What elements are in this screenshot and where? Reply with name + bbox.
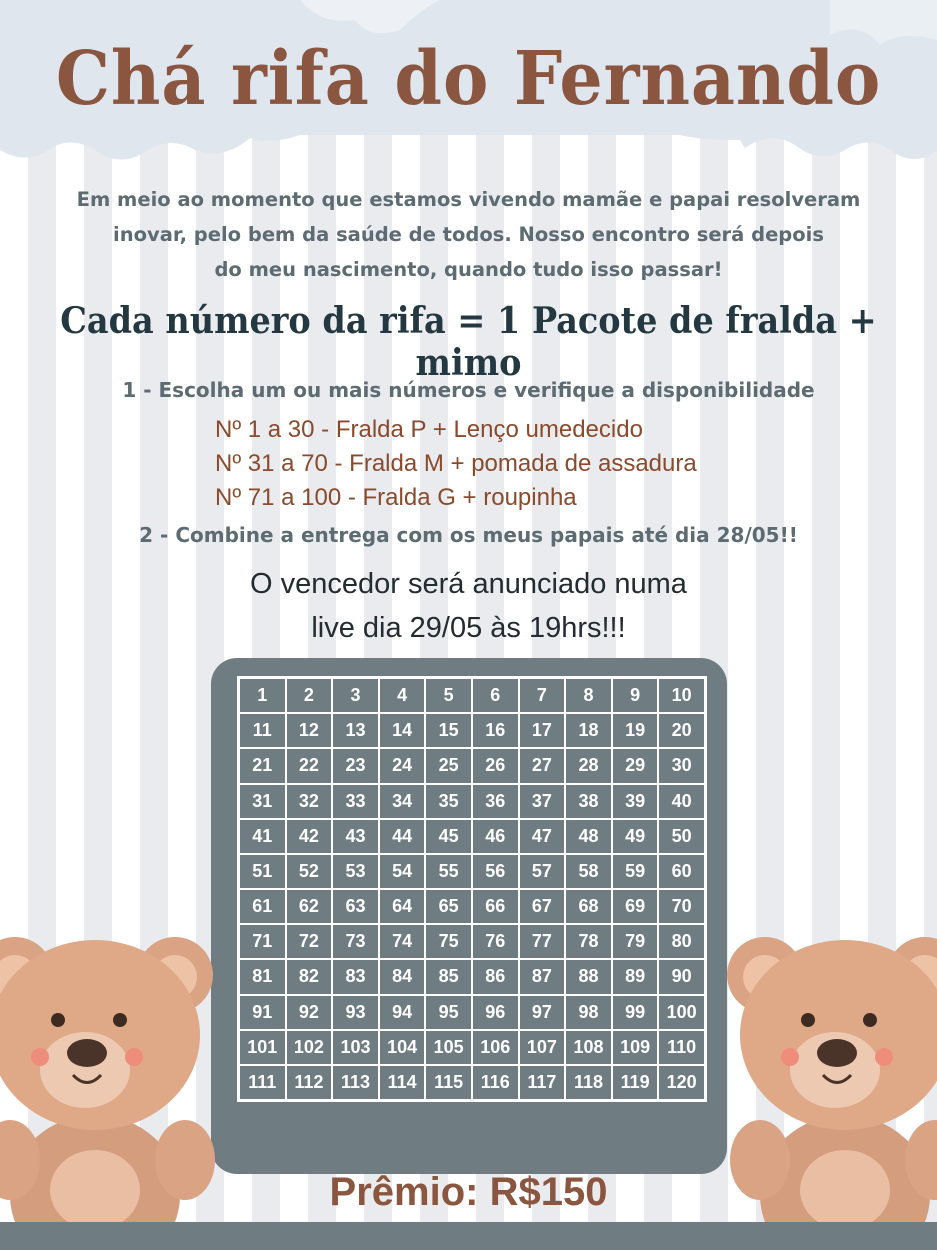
- raffle-number-35: 35: [425, 784, 472, 819]
- raffle-number-83: 83: [332, 959, 379, 994]
- raffle-number-110: 110: [658, 1030, 705, 1065]
- raffle-number-42: 42: [286, 819, 333, 854]
- raffle-number-47: 47: [519, 819, 566, 854]
- raffle-number-59: 59: [612, 854, 659, 889]
- intro-line: Em meio ao momento que estamos vivendo mamãe e papai resolveram: [76, 188, 861, 211]
- raffle-number-53: 53: [332, 854, 379, 889]
- raffle-number-3: 3: [332, 678, 379, 713]
- raffle-number-38: 38: [565, 784, 612, 819]
- intro-text: [30, 182, 907, 287]
- raffle-number-70: 70: [658, 889, 705, 924]
- raffle-number-87: 87: [519, 959, 566, 994]
- raffle-number-119: 119: [612, 1065, 659, 1100]
- raffle-number-18: 18: [565, 713, 612, 748]
- prize-amount: Prêmio: R$150: [329, 1170, 608, 1214]
- raffle-number-57: 57: [519, 854, 566, 889]
- raffle-number-5: 5: [425, 678, 472, 713]
- raffle-number-99: 99: [612, 995, 659, 1030]
- raffle-number-78: 78: [565, 924, 612, 959]
- raffle-number-96: 96: [472, 995, 519, 1030]
- raffle-number-44: 44: [379, 819, 426, 854]
- raffle-number-15: 15: [425, 713, 472, 748]
- prize-range-2: Nº 31 a 70 - Fralda M + pomada de assadura: [215, 450, 697, 477]
- raffle-number-10: 10: [658, 678, 705, 713]
- raffle-number-4: 4: [379, 678, 426, 713]
- raffle-number-91: 91: [239, 995, 286, 1030]
- raffle-number-20: 20: [658, 713, 705, 748]
- raffle-number-34: 34: [379, 784, 426, 819]
- raffle-number-90: 90: [658, 959, 705, 994]
- raffle-number-61: 61: [239, 889, 286, 924]
- raffle-number-56: 56: [472, 854, 519, 889]
- raffle-number-82: 82: [286, 959, 333, 994]
- raffle-number-100: 100: [658, 995, 705, 1030]
- raffle-number-8: 8: [565, 678, 612, 713]
- raffle-number-46: 46: [472, 819, 519, 854]
- raffle-number-80: 80: [658, 924, 705, 959]
- raffle-number-40: 40: [658, 784, 705, 819]
- raffle-number-105: 105: [425, 1030, 472, 1065]
- raffle-number-102: 102: [286, 1030, 333, 1065]
- raffle-number-88: 88: [565, 959, 612, 994]
- raffle-number-7: 7: [519, 678, 566, 713]
- raffle-number-120: 120: [658, 1065, 705, 1100]
- raffle-number-6: 6: [472, 678, 519, 713]
- raffle-number-107: 107: [519, 1030, 566, 1065]
- raffle-number-95: 95: [425, 995, 472, 1030]
- raffle-number-89: 89: [612, 959, 659, 994]
- raffle-number-49: 49: [612, 819, 659, 854]
- raffle-number-23: 23: [332, 748, 379, 783]
- raffle-number-32: 32: [286, 784, 333, 819]
- raffle-number-92: 92: [286, 995, 333, 1030]
- intro-line: do meu nascimento, quando tudo isso passar!: [214, 258, 723, 281]
- raffle-number-31: 31: [239, 784, 286, 819]
- raffle-number-45: 45: [425, 819, 472, 854]
- step-one: 1 - Escolha um ou mais números e verifique a disponibilidade: [122, 378, 815, 402]
- raffle-number-19: 19: [612, 713, 659, 748]
- raffle-number-51: 51: [239, 854, 286, 889]
- raffle-number-37: 37: [519, 784, 566, 819]
- raffle-number-116: 116: [472, 1065, 519, 1100]
- announce-line-1: O vencedor será anunciado numa: [250, 568, 687, 600]
- raffle-number-72: 72: [286, 924, 333, 959]
- raffle-number-69: 69: [612, 889, 659, 924]
- raffle-number-11: 11: [239, 713, 286, 748]
- announce-line-2: live dia 29/05 às 19hrs!!!: [311, 612, 626, 644]
- raffle-number-9: 9: [612, 678, 659, 713]
- raffle-number-97: 97: [519, 995, 566, 1030]
- raffle-number-16: 16: [472, 713, 519, 748]
- raffle-number-60: 60: [658, 854, 705, 889]
- raffle-number-30: 30: [658, 748, 705, 783]
- raffle-number-76: 76: [472, 924, 519, 959]
- raffle-number-93: 93: [332, 995, 379, 1030]
- raffle-number-75: 75: [425, 924, 472, 959]
- raffle-number-54: 54: [379, 854, 426, 889]
- raffle-number-55: 55: [425, 854, 472, 889]
- raffle-number-68: 68: [565, 889, 612, 924]
- raffle-number-48: 48: [565, 819, 612, 854]
- raffle-number-62: 62: [286, 889, 333, 924]
- raffle-number-81: 81: [239, 959, 286, 994]
- raffle-number-65: 65: [425, 889, 472, 924]
- raffle-headline: Cada número da rifa = 1 Pacote de fralda + mimo: [60, 300, 877, 384]
- raffle-number-114: 114: [379, 1065, 426, 1100]
- raffle-number-86: 86: [472, 959, 519, 994]
- raffle-number-66: 66: [472, 889, 519, 924]
- raffle-number-64: 64: [379, 889, 426, 924]
- raffle-number-74: 74: [379, 924, 426, 959]
- raffle-number-118: 118: [565, 1065, 612, 1100]
- raffle-number-41: 41: [239, 819, 286, 854]
- raffle-number-101: 101: [239, 1030, 286, 1065]
- raffle-number-94: 94: [379, 995, 426, 1030]
- raffle-number-73: 73: [332, 924, 379, 959]
- number-grid: [237, 676, 707, 1102]
- raffle-number-29: 29: [612, 748, 659, 783]
- raffle-number-1: 1: [239, 678, 286, 713]
- step-two: 2 - Combine a entrega com os meus papais até dia 28/05!!: [139, 523, 798, 547]
- raffle-number-108: 108: [565, 1030, 612, 1065]
- page-title: Chá rifa do Fernando: [55, 36, 882, 122]
- raffle-number-85: 85: [425, 959, 472, 994]
- raffle-number-106: 106: [472, 1030, 519, 1065]
- raffle-number-109: 109: [612, 1030, 659, 1065]
- raffle-number-98: 98: [565, 995, 612, 1030]
- footer-bar: [0, 1222, 937, 1250]
- raffle-number-26: 26: [472, 748, 519, 783]
- raffle-number-28: 28: [565, 748, 612, 783]
- raffle-number-112: 112: [286, 1065, 333, 1100]
- raffle-number-39: 39: [612, 784, 659, 819]
- number-board: [211, 658, 727, 1174]
- raffle-number-25: 25: [425, 748, 472, 783]
- raffle-number-77: 77: [519, 924, 566, 959]
- raffle-number-36: 36: [472, 784, 519, 819]
- raffle-number-58: 58: [565, 854, 612, 889]
- raffle-number-27: 27: [519, 748, 566, 783]
- raffle-number-17: 17: [519, 713, 566, 748]
- prize-range-1: Nº 1 a 30 - Fralda P + Lenço umedecido: [215, 416, 643, 443]
- raffle-number-103: 103: [332, 1030, 379, 1065]
- raffle-number-71: 71: [239, 924, 286, 959]
- raffle-number-43: 43: [332, 819, 379, 854]
- raffle-number-21: 21: [239, 748, 286, 783]
- raffle-number-33: 33: [332, 784, 379, 819]
- raffle-number-67: 67: [519, 889, 566, 924]
- intro-line: inovar, pelo bem da saúde de todos. Nosso encontro será depois: [113, 223, 824, 246]
- raffle-number-111: 111: [239, 1065, 286, 1100]
- raffle-number-79: 79: [612, 924, 659, 959]
- raffle-number-113: 113: [332, 1065, 379, 1100]
- raffle-number-14: 14: [379, 713, 426, 748]
- raffle-number-52: 52: [286, 854, 333, 889]
- raffle-number-12: 12: [286, 713, 333, 748]
- raffle-number-115: 115: [425, 1065, 472, 1100]
- raffle-number-2: 2: [286, 678, 333, 713]
- raffle-number-84: 84: [379, 959, 426, 994]
- raffle-number-117: 117: [519, 1065, 566, 1100]
- raffle-number-50: 50: [658, 819, 705, 854]
- raffle-number-22: 22: [286, 748, 333, 783]
- raffle-number-24: 24: [379, 748, 426, 783]
- raffle-number-63: 63: [332, 889, 379, 924]
- raffle-number-13: 13: [332, 713, 379, 748]
- prize-range-3: Nº 71 a 100 - Fralda G + roupinha: [215, 484, 577, 511]
- raffle-number-104: 104: [379, 1030, 426, 1065]
